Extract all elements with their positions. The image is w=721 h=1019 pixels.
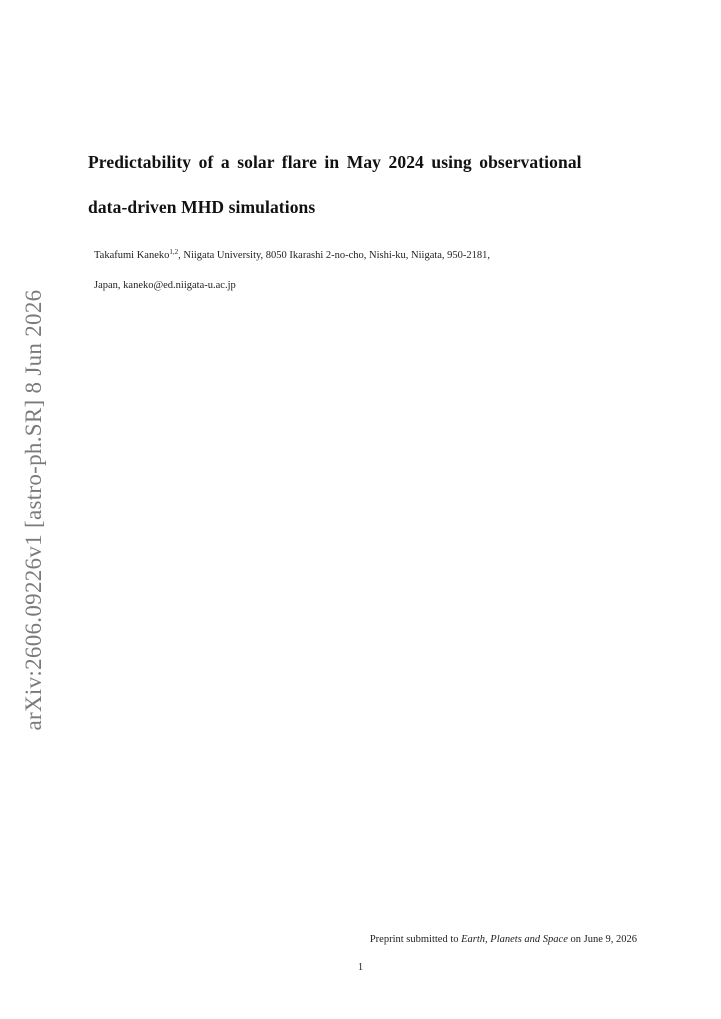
preprint-prefix: Preprint submitted to	[369, 934, 462, 945]
preprint-date: on June 9, 2026	[567, 934, 637, 945]
page-number: 1	[357, 962, 364, 973]
arxiv-identifier: arXiv:2606.09226v1 [astro-ph.SR] 8 Jun 2026	[21, 289, 46, 731]
paper-title-line-1: Predictability of a solar flare in May 2024 using observational	[88, 152, 582, 172]
affiliation-marks: 1,2	[169, 248, 179, 256]
author-affiliation-line-2: Japan, kaneko@ed.niigata-u.ac.jp	[94, 280, 236, 291]
affiliation-text: , Niigata University, 8050 Ikarashi 2-no-cho, Nishi-ku, Niigata, 950-2181,	[178, 250, 491, 261]
preprint-notice	[370, 934, 637, 945]
author-name: Takafumi Kaneko	[94, 250, 170, 261]
paper-title-line-2: data-driven MHD simulations	[88, 197, 316, 217]
author-affiliation-line-1	[94, 250, 490, 261]
journal-name: Earth, Planets and Space	[461, 934, 568, 945]
